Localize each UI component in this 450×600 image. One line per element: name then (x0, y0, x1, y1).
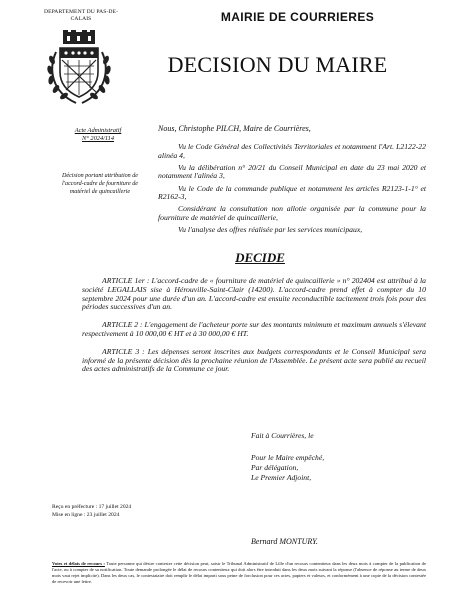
visa-item: Vu la délibération n° 20/21 du Conseil Municipal en date du 23 mai 2020 et notamment l'alinéa 3, (158, 162, 426, 181)
online-date: Mise en ligne : 23 juillet 2024 (52, 511, 120, 518)
acte-reference (62, 127, 134, 143)
appeal-notice (52, 561, 426, 585)
visa-item: Considérant la consultation non allotie organisée par la commune pour la fourniture de matériel de quincaillerie, (158, 204, 426, 222)
signature-line: Le Premier Adjoint, (251, 473, 312, 482)
decision-subject: Décision portant attribution de l'accord-cadre de fourniture de matériel de quincaillerie (62, 173, 138, 195)
prefecture-date: Reçu en préfecture : 17 juillet 2024 (52, 504, 132, 510)
appeal-label: Voies et délais de recours : (52, 561, 105, 566)
visa-item: Vu le Code de la commande publique et notamment les articles R2123-1-1° et R2162-3, (158, 183, 426, 202)
department-label: DEPARTEMENT DU PAS-DE-CALAIS (43, 9, 119, 22)
signature-block (251, 431, 426, 483)
acte-label: Acte Administratif (74, 127, 122, 134)
mairie-heading: MAIRIE DE COURRIERES (220, 10, 375, 24)
article-3: ARTICLE 3 : Les dépenses seront inscrites aux budgets correspondants et le Conseil Municipal sera informé de la présente décision dès la prochaine réunion de l'Assemblée. Le présent acte sera publié au recueil des actes administratifs de la Commune ce jour. (82, 346, 426, 374)
articles-block (82, 277, 426, 383)
article-2: ARTICLE 2 : L'engagement de l'acheteur porte sur des montants minimum et maximum annuels s'élevant respectivement à 10 000,00 € HT et à 30 000,00 € HT. (82, 320, 426, 338)
intro-line: Nous, Christophe PILCH, Maire de Courrières, (158, 124, 311, 133)
transmission-dates (52, 504, 202, 519)
coat-of-arms-logo (46, 30, 112, 106)
visas-block (158, 143, 426, 238)
appeal-text: Toute personne qui désire contester cette décision peut, saisir le Tribunal Administratif de Lille d'un recours contentieux dans les deux mois à compter de la publication de l'acte, ou à compter de sa notification. Toute demande prolongée le délai de recours contentieux qui doit alors être introduit dans les deux mois suivant la réponse (l'absence de réponse au terme de deux mois vaut rejet implicite). Dans les deux cas, le contestataire doit remplir le délai imparti sous peine de forclusion pour ces actes, papiers et valeurs, et conformément à une copie de la décision contestée de recevoir une lettre. (52, 561, 426, 584)
document-title: DECISION DU MAIRE (167, 52, 388, 77)
article-1: ARTICLE 1er : L'accord-cadre de « fourniture de matériel de quincaillerie » n° 202404 est attribué à la société LEGALLAIS sise à Hérouville-Saint-Clair (14200). L'accord-cadre prend effet à compter du 10 septembre 2024 pour une durée d'un an. L'accord-cadre est ensuite reconductible tacitement trois fois pour des périodes successives d'un an. (82, 276, 426, 312)
visa-item: Vu le Code Général des Collectivités Territoriales et notamment l'Art. L2122-22 alinéa 4, (158, 142, 426, 160)
visa-item: Vu l'analyse des offres réalisée par les services municipaux, (178, 225, 363, 235)
signer-name: Bernard MONTURY. (251, 537, 318, 546)
acte-number: N° 2024/114 (81, 135, 115, 142)
signature-place: Fait à Courrières, le (251, 431, 314, 440)
signature-line: Par délégation, (251, 463, 299, 472)
signature-line: Pour le Maire empêché, (251, 453, 325, 462)
decide-heading: DECIDE (235, 250, 285, 265)
